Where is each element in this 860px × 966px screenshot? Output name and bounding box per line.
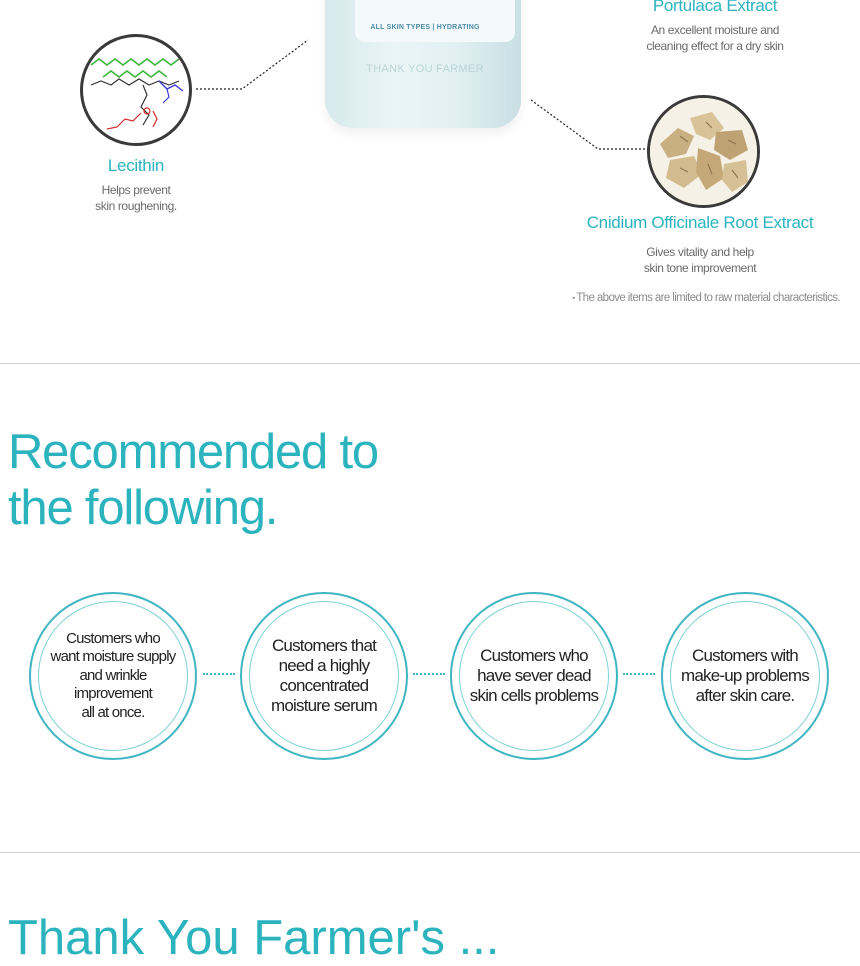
disclaimer-note [540, 292, 840, 304]
ingredient-desc-cnidium-1: Gives vitality and help [646, 245, 754, 259]
cnidium-root-image [647, 95, 760, 208]
bottle-label-text: ALL SKIN TYPES | HYDRATING [370, 24, 480, 31]
recommend-item-2 [240, 592, 408, 760]
dotted-connector-1 [203, 673, 235, 675]
recommend-item-3-line2: have sever dead [477, 666, 591, 685]
lecithin-molecule-image [80, 34, 192, 146]
ingredient-title-portulaca: Portulaca Extract [652, 0, 778, 15]
recommend-item-1-text [38, 601, 188, 751]
recommend-item-3-line3: skin cells problems [469, 686, 599, 705]
dotted-connector-3 [623, 673, 655, 675]
recommend-item-4 [661, 592, 829, 760]
bottle-brand-text: THANK YOU FARMER [366, 63, 484, 75]
section-divider-bottom [0, 852, 860, 853]
recommend-item-4-line3: after skin care. [695, 686, 795, 705]
ingredient-title-cnidium: Cnidium Officinale Root Extract [586, 213, 814, 232]
recommend-item-1-line4: improvement [74, 685, 152, 703]
ingredient-desc-portulaca-2: cleaning effect for a dry skin [646, 39, 784, 53]
molecule-structure-icon [83, 37, 189, 143]
dotted-connector-2 [413, 673, 445, 675]
recommend-item-1 [29, 592, 197, 760]
recommend-heading-line1: Recommended to [8, 425, 378, 479]
recommend-item-2-line2: need a highly [278, 656, 370, 675]
ingredient-desc-cnidium-2: skin tone improvement [643, 261, 757, 275]
recommend-item-4-text [670, 601, 820, 751]
dried-root-slices-icon [650, 98, 757, 205]
ingredient-desc-lecithin-2: skin roughening. [95, 199, 177, 213]
recommend-heading-line2: the following. [8, 481, 278, 535]
next-section-heading: Thank You Farmer's ... [8, 911, 500, 965]
ingredient-title-lecithin: Lecithin [107, 156, 165, 175]
recommend-item-3-line1: Customers who [480, 646, 588, 665]
ingredient-desc-lecithin-1: Helps prevent [101, 183, 171, 197]
recommend-item-2-line4: moisture serum [271, 696, 377, 715]
recommend-item-4-line1: Customers with [692, 646, 798, 665]
recommend-item-1-line3: and wrinkle [79, 666, 147, 684]
recommend-item-2-line3: concentrated [279, 676, 369, 695]
bullet-icon: • [572, 293, 577, 303]
recommend-item-1-line2: want moisture supply [50, 648, 176, 666]
ingredient-desc-portulaca-1: An excellent moisture and [650, 23, 780, 37]
disclaimer-text: The above items are limited to raw material characteristics. [576, 292, 840, 304]
recommend-item-1-line1: Customers who [66, 629, 160, 647]
recommend-item-2-text [249, 601, 399, 751]
recommend-item-4-line2: make-up problems [681, 666, 809, 685]
recommend-item-2-line1: Customers that [271, 636, 377, 655]
recommend-item-3-text [459, 601, 609, 751]
recommend-item-3 [450, 592, 618, 760]
recommend-heading [8, 424, 608, 536]
recommend-item-1-line5: all at once. [81, 703, 145, 721]
section-divider-top [0, 363, 860, 364]
